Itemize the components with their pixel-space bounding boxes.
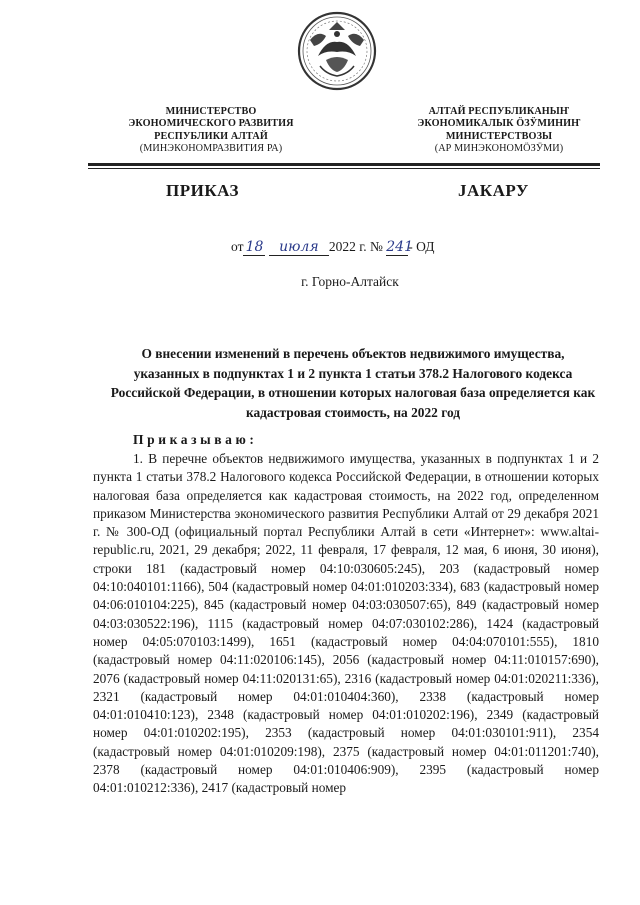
document-title: О внесении изменений в перечень объектов недвижимого имущества, указанных в подпунктах 1 и 2 пункта 1 статьи 378.2 Налогового кодекса Российской Федерации, в отношении которых налоговая база определяется как кадастровая стоимость, на 2022 год xyxy=(110,346,596,420)
header-left-line3: РЕСПУБЛИКИ АЛТАЙ xyxy=(154,130,268,142)
coat-of-arms-emblem xyxy=(296,10,378,92)
header-divider-thick xyxy=(88,163,600,166)
ministry-header-altai xyxy=(384,106,614,156)
doc-type-russian: ПРИКАЗ xyxy=(166,181,239,200)
handwritten-order-number: 241 xyxy=(386,239,413,255)
paragraph-1: 1. В перечне объектов недвижимого имущества, указанных в подпунктах 1 и 2 пункта 1 статьи 378.2 Налогового кодекса Российской Федерации, в отношении которых налоговая база определяется как кадастровая стоимость, на 2022 год, определенном приказом Министерства экономического развития Республики Алтай от 29 декабря 2021 г. № 300-ОД (официальный портал Республики Алтай в сети «Интернет»: www.altai-republic.ru, 2021, 29 декабря; 2022, 11 февраля, 17 февраля, 12 мая, 6 июня, 30 июня), строки 181 (кадастровый номер 04:10:030605:245), 203 (кадастровый номер 04:10:040101:1166), 504 (кадастровый номер 04:01:010203:334), 683 (кадастровый номер 04:06:010104:225), 845 (кадастровый номер 04:03:030507:65), 849 (кадастровый номер 04:03:030522:196), 1115 (кадастровый номер 04:07:030102:286), 1424 (кадастровый номер 04:05:070103:1499), 1651 (кадастровый номер 04:04:070101:555), 1810 (кадастровый номер 04:11:020106:145), 2056 (кадастровый номер 04:11:010157:690), 2076 (кадастровый номер 04:11:020131:65), 2316 (кадастровый номер 04:01:020211:336), 2321 (кадастровый номер 04:01:010404:360), 2338 (кадастровый номер 04:01:010410:123), 2348 (кадастровый номер 04:01:010202:196), 2349 (кадастровый номер 04:01:010202:195), 2353 (кадастровый номер 04:01:030101:911), 2354 (кадастровый номер 04:01:010209:198), 2375 (кадастровый номер 04:01:011201:740), 2378 (кадастровый номер 04:01:010406:909), 2395 (кадастровый номер 04:01:010212:336), 2417 (кадастровый номер xyxy=(93,451,599,796)
header-right-line2: ЭКОНОМИКАЛЫК ÖЗӰМИНИҤ xyxy=(417,118,581,130)
header-left-line1: МИНИСТЕРСТВО xyxy=(165,106,257,117)
handwritten-day: 18 xyxy=(243,239,265,256)
doc-type-altai: JАКАРУ xyxy=(458,181,529,200)
header-right-line1: АЛТАЙ РЕСПУБЛИКАНЫҤ xyxy=(428,106,570,117)
header-right-line3: МИНИСТЕРСТВОЗЫ xyxy=(445,130,553,142)
header-left-line2: ЭКОНОМИЧЕСКОГО РАЗВИТИЯ xyxy=(128,118,294,130)
date-year: 2022 г. № xyxy=(328,239,383,254)
city-line: г. Горно-Алтайск xyxy=(301,274,399,289)
date-prefix: от xyxy=(231,239,244,254)
order-number-suffix: - ОД xyxy=(408,239,435,254)
order-word: Приказываю: xyxy=(133,432,258,447)
handwritten-month: июля xyxy=(269,239,329,256)
ministry-header-russian xyxy=(96,106,326,156)
header-right-line4: (АР МИНЭКОНОМÖЗӰМИ) xyxy=(434,143,564,155)
order-date-line xyxy=(231,239,434,256)
header-left-line4: (МИНЭКОНОМРАЗВИТИЯ РА) xyxy=(139,143,283,155)
header-divider-thin xyxy=(88,168,600,169)
